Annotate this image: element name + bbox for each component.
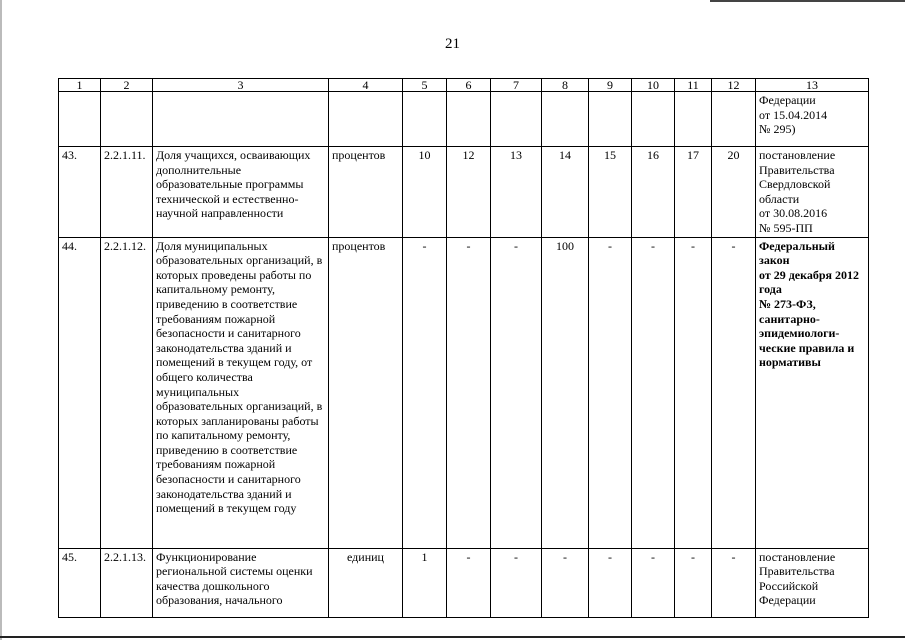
value-cell: -	[589, 548, 632, 617]
value-cell: -	[447, 237, 491, 548]
table-row	[59, 548, 869, 617]
value-cell: -	[491, 548, 542, 617]
indicator-code: 2.2.1.11.	[101, 147, 153, 238]
value-cell: 10	[403, 147, 447, 238]
value-cell: -	[712, 548, 756, 617]
indicator-code: 2.2.1.13.	[101, 548, 153, 617]
value-cell: -	[675, 548, 712, 617]
table-row	[59, 147, 869, 238]
value-cell	[491, 92, 542, 147]
value-cell: 14	[542, 147, 589, 238]
indicator-name	[153, 92, 329, 147]
scan-bottom-edge	[0, 636, 905, 638]
value-cell: -	[675, 237, 712, 548]
indicator-code: 2.2.1.12.	[101, 237, 153, 548]
table-row	[59, 92, 869, 147]
value-cell: -	[491, 237, 542, 548]
value-cell: -	[712, 237, 756, 548]
value-cell	[542, 92, 589, 147]
header-cell: 8	[542, 79, 589, 92]
header-cell: 4	[329, 79, 403, 92]
value-cell: 20	[712, 147, 756, 238]
header-cell: 7	[491, 79, 542, 92]
value-cell	[632, 92, 675, 147]
value-cell	[447, 92, 491, 147]
row-number	[59, 92, 101, 147]
table-row	[59, 237, 869, 548]
value-cell: 1	[403, 548, 447, 617]
value-cell: -	[632, 237, 675, 548]
header-cell: 9	[589, 79, 632, 92]
header-cell: 2	[101, 79, 153, 92]
header-cell: 3	[153, 79, 329, 92]
row-number: 45.	[59, 548, 101, 617]
indicator-code	[101, 92, 153, 147]
header-cell: 10	[632, 79, 675, 92]
value-cell: -	[542, 548, 589, 617]
scan-left-edge	[0, 0, 2, 640]
value-cell	[589, 92, 632, 147]
value-cell: -	[589, 237, 632, 548]
header-cell: 13	[756, 79, 869, 92]
header-cell: 6	[447, 79, 491, 92]
value-cell: 12	[447, 147, 491, 238]
header-row	[59, 79, 869, 92]
value-cell: 16	[632, 147, 675, 238]
value-cell: 17	[675, 147, 712, 238]
indicator-name: Доля муниципальных образовательных организаций, в которых проведены работы по капитальному ремонту, приведению в соответствие требованиям пожарной безопасности и санитарного законодательства зданий и помещений в текущем году, от общего количества муниципальных образовательных организаций, в которых запланированы работы по капитальному ремонту, приведению в соответствие требованиям пожарной безопасности и санитарного законодательства зданий и помещений в текущем году	[153, 237, 329, 548]
indicator-name: Функционирование региональной системы оценки качества дошкольного образования, начального	[153, 548, 329, 617]
row-number: 43.	[59, 147, 101, 238]
indicator-name: Доля учащихся, осваивающих дополнительные образовательные программы технической и естественно-научной направленности	[153, 147, 329, 238]
header-cell: 12	[712, 79, 756, 92]
value-cell: -	[403, 237, 447, 548]
header-cell: 5	[403, 79, 447, 92]
source-document: постановление Правительства Свердловской области от 30.08.2016 № 595-ПП	[756, 147, 869, 238]
source-document: постановление Правительства Российской Федерации	[756, 548, 869, 617]
unit-cell	[329, 92, 403, 147]
value-cell	[675, 92, 712, 147]
value-cell: 13	[491, 147, 542, 238]
row-number: 44.	[59, 237, 101, 548]
scan-top-edge	[710, 0, 905, 2]
page-number: 21	[445, 36, 460, 52]
indicators-table	[58, 78, 869, 618]
value-cell: -	[447, 548, 491, 617]
value-cell	[712, 92, 756, 147]
unit-cell: процентов	[329, 237, 403, 548]
unit-cell: процентов	[329, 147, 403, 238]
value-cell: 100	[542, 237, 589, 548]
value-cell: -	[632, 548, 675, 617]
value-cell	[403, 92, 447, 147]
unit-cell: единиц	[329, 548, 403, 617]
header-cell: 11	[675, 79, 712, 92]
source-document: Федеральный закон от 29 декабря 2012 года № 273-ФЗ, санитарно-эпидемиологи-ческие правила и нормативы	[756, 237, 869, 548]
source-document: Федерации от 15.04.2014 № 295)	[756, 92, 869, 147]
header-cell: 1	[59, 79, 101, 92]
value-cell: 15	[589, 147, 632, 238]
